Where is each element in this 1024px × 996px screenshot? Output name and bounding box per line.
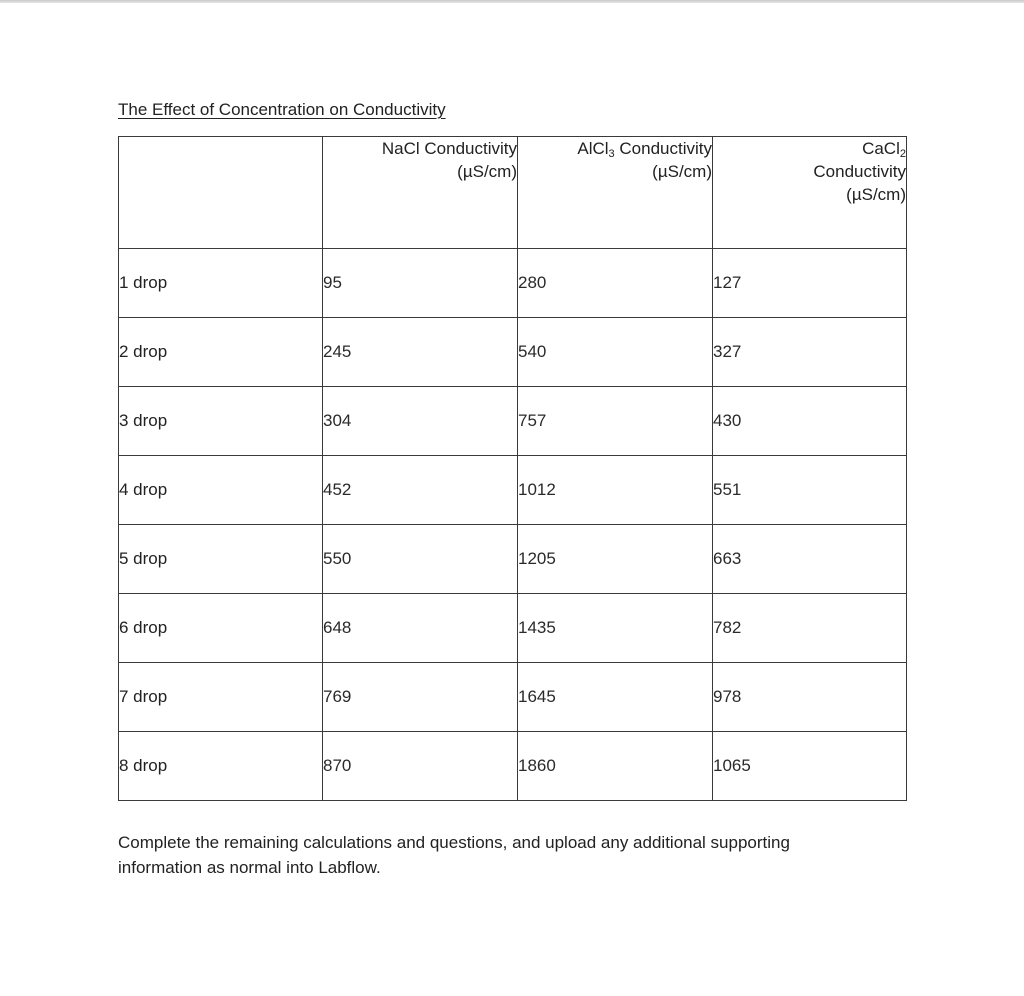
- header-alcl3-unit: (µS/cm): [652, 162, 712, 181]
- row-label: 2 drop: [119, 318, 323, 387]
- table-row: [119, 732, 907, 801]
- header-cacl2-line1: [713, 137, 906, 160]
- top-divider: [0, 0, 1024, 3]
- table-row: [119, 456, 907, 525]
- alcl3-value: 1012: [518, 456, 713, 525]
- table-row: [119, 663, 907, 732]
- cacl2-value: 327: [713, 318, 907, 387]
- alcl3-value: 757: [518, 387, 713, 456]
- alcl3-value: 540: [518, 318, 713, 387]
- row-label: 6 drop: [119, 594, 323, 663]
- table-row: [119, 387, 907, 456]
- table-row: [119, 318, 907, 387]
- row-label: 4 drop: [119, 456, 323, 525]
- cacl2-value: 127: [713, 249, 907, 318]
- cacl2-value: 551: [713, 456, 907, 525]
- header-nacl-unit: (µS/cm): [457, 162, 517, 181]
- alcl3-value: 1645: [518, 663, 713, 732]
- nacl-value: 870: [323, 732, 518, 801]
- header-cacl2: [713, 137, 907, 249]
- row-label: 1 drop: [119, 249, 323, 318]
- instructions-paragraph: Complete the remaining calculations and questions, and upload any additional supporting information as normal into Labflow.: [118, 833, 790, 877]
- header-alcl3-line1: [518, 137, 712, 160]
- header-cacl2-subscript: 2: [899, 148, 906, 160]
- table-row: [119, 525, 907, 594]
- nacl-value: 245: [323, 318, 518, 387]
- header-alcl3: [518, 137, 713, 249]
- header-cacl2-line2: Conductivity: [813, 162, 906, 181]
- header-nacl-line1: NaCl Conductivity: [381, 139, 517, 158]
- document-title: The Effect of Concentration on Conductivity: [118, 100, 446, 119]
- cacl2-value: 1065: [713, 732, 907, 801]
- nacl-value: 769: [323, 663, 518, 732]
- alcl3-value: 280: [518, 249, 713, 318]
- nacl-value: 452: [323, 456, 518, 525]
- empty-corner-cell: [119, 137, 323, 249]
- table-row: [119, 249, 907, 318]
- header-cacl2-formula: CaCl: [862, 139, 900, 158]
- nacl-value: 550: [323, 525, 518, 594]
- row-label: 3 drop: [119, 387, 323, 456]
- header-nacl: [323, 137, 518, 249]
- header-alcl3-subscript: 3: [608, 148, 615, 160]
- nacl-value: 304: [323, 387, 518, 456]
- table-row: [119, 594, 907, 663]
- header-cacl2-unit: (µS/cm): [846, 185, 906, 204]
- row-label: 7 drop: [119, 663, 323, 732]
- alcl3-value: 1205: [518, 525, 713, 594]
- cacl2-value: 430: [713, 387, 907, 456]
- row-label: 5 drop: [119, 525, 323, 594]
- alcl3-value: 1435: [518, 594, 713, 663]
- row-label: 8 drop: [119, 732, 323, 801]
- table-header-row: [119, 137, 907, 249]
- cacl2-value: 663: [713, 525, 907, 594]
- header-alcl3-suffix: Conductivity: [614, 139, 712, 158]
- header-alcl3-formula: AlCl: [577, 139, 609, 158]
- cacl2-value: 978: [713, 663, 907, 732]
- cacl2-value: 782: [713, 594, 907, 663]
- nacl-value: 648: [323, 594, 518, 663]
- nacl-value: 95: [323, 249, 518, 318]
- alcl3-value: 1860: [518, 732, 713, 801]
- conductivity-table: [118, 136, 907, 801]
